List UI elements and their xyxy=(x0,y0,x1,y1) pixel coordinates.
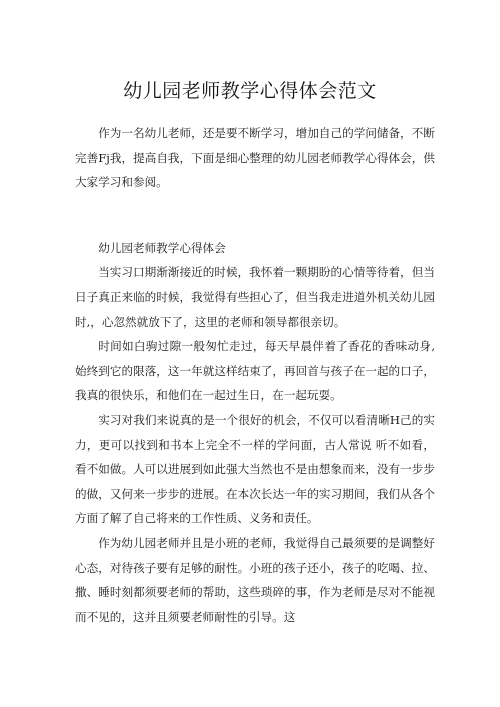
body-paragraph: 作为幼儿园老师并且是小班的老师，我觉得自己最须要的是调整好心态，对待孩子要有足够的耐性。小班的孩子还小，孩子的吃喝、拉、撒、睡时刻都须要老师的帮助，这些琐碎的事，作为老师是尽对不能视而不见的，这并且须要老师耐性的引导。这 xyxy=(75,535,435,624)
section-heading: 幼儿园老师教学心得体会 xyxy=(98,240,226,255)
document-title: 幼儿园老师教学心得体会范文 xyxy=(123,80,377,102)
body-paragraph: 时间如白驹过隙一般匆忙走过，每天早晨伴着了香花的香味动身,始终到它的限落，这一年就这样结束了，再回首与孩子在一起的口子，我真的很快乐，和他们在一起过生日，在一起玩耍。 xyxy=(75,339,435,403)
body-paragraph: 当实习口期渐渐接近的时候，我怀着一颗期盼的心情等待着，但当日子真正来临的时候，我觉得有些担心了，但当我走进道外机关幼儿园时,，心忽然就放下了，这里的老师和领导都很亲切。 xyxy=(75,265,435,329)
intro-paragraph: 作为一名幼儿老师，还是要不断学习，增加自己的学问储备，不断完善Fj我，提高自我，下面是细心整理的幼儿园老师教学心得体会，供大家学习和参阅。 xyxy=(75,126,435,190)
document-body xyxy=(75,121,435,629)
body-paragraph: 实习对我们来说真的是一个很好的机会，不仅可以看清晰H己的实力，更可以找到和书本上完全不一样的学问面，古人常说 听不如看，看不如做。人可以进展到如此强大当然也不是由想象而来，没有一步步的做，又何来一步步的进展。在本次长达一年的实习期间，我们从各个方面了解了自己将来的工作性质、义务和责任。 xyxy=(75,412,435,526)
